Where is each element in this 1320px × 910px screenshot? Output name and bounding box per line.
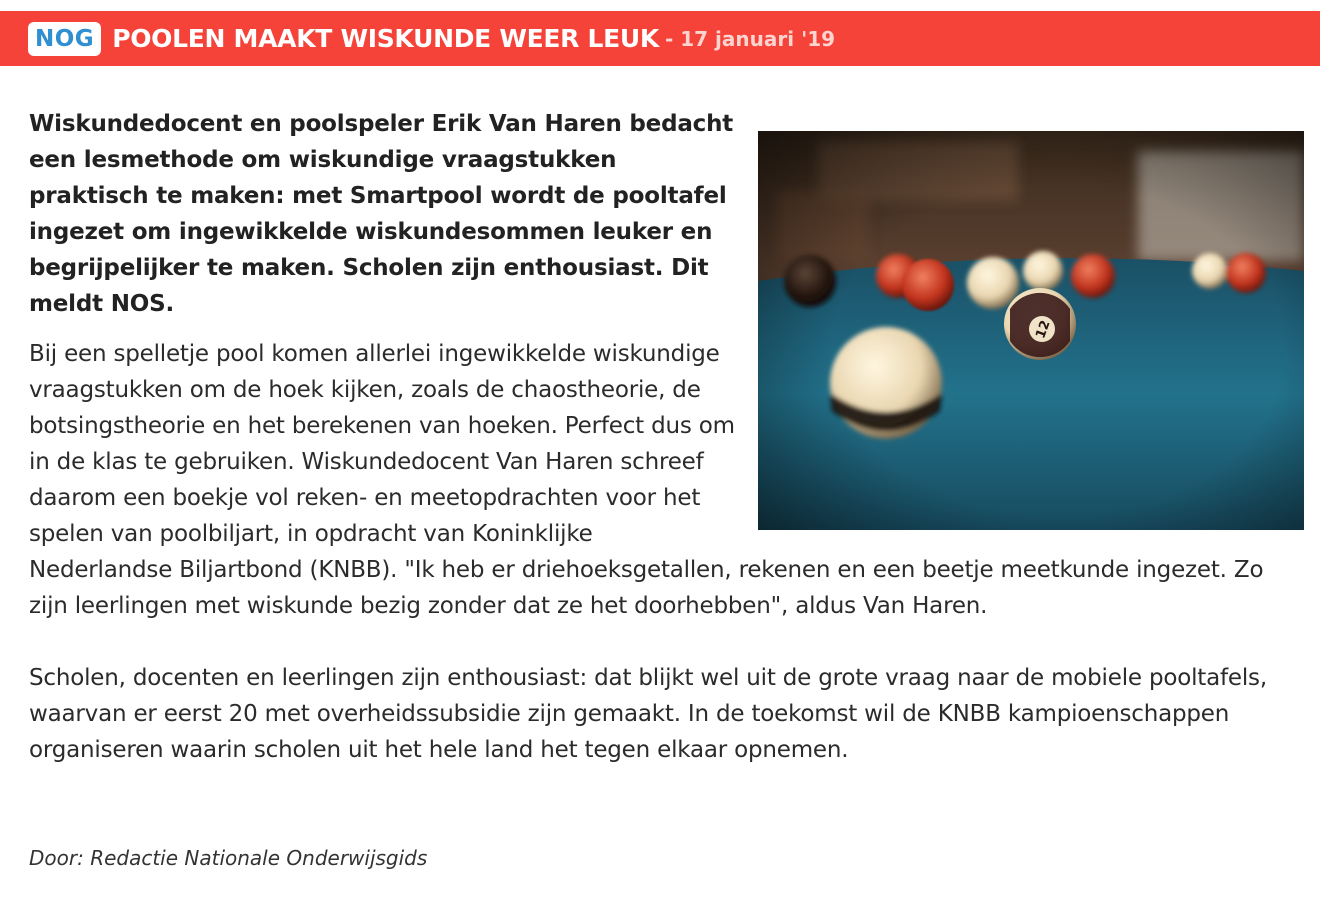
article-title: POOLEN MAAKT WISKUNDE WEER LEUK xyxy=(112,24,659,53)
pool-table-photo xyxy=(758,131,1304,530)
article-paragraph-1: Bij een spelletje pool komen allerlei ingewikkelde wiskundige vraagstukken om de hoek kijken, zoals de chaostheorie, de botsingstheorie en het berekenen van hoeken. Perfect dus om in de klas te gebruiken. Wiskundedocent Van Haren schreef daarom een boekje vol reken- en meetopdrachten voor het spelen van poolbiljart, in opdracht van Koninklijke Nederlandse Biljartbond (KNBB). "Ik heb er driehoeksgetallen, rekenen en een beetje meetkunde ingezet. Zo zijn leerlingen met wiskunde bezig zonder dat ze het doorhebben", aldus Van Haren. xyxy=(29,341,1264,619)
article-header-bar xyxy=(0,11,1320,66)
article-paragraph-2: Scholen, docenten en leerlingen zijn enthousiast: dat blijkt wel uit de grote vraag naar de mobiele pooltafels, waarvan er eerst 20 met overheidssubsidie zijn gemaakt. In de toekomst wil de KNBB kampioenschappen organiseren waarin scholen uit het hele land het tegen elkaar opnemen. xyxy=(29,665,1267,763)
nog-badge: NOG xyxy=(28,22,101,56)
article-lead: Wiskundedocent en poolspeler Erik Van Haren bedacht een lesmethode om wiskundige vraagstukken praktisch te maken: met Smartpool wordt de pooltafel ingezet om ingewikkelde wiskundesommen leuker en begrijpelijker te maken. Scholen zijn enthousiast. Dit meldt NOS. xyxy=(29,111,734,317)
article-body xyxy=(29,106,1304,768)
article-date: - 17 januari '19 xyxy=(665,26,836,51)
article-author: Door: Redactie Nationale Onderwijsgids xyxy=(29,846,428,870)
